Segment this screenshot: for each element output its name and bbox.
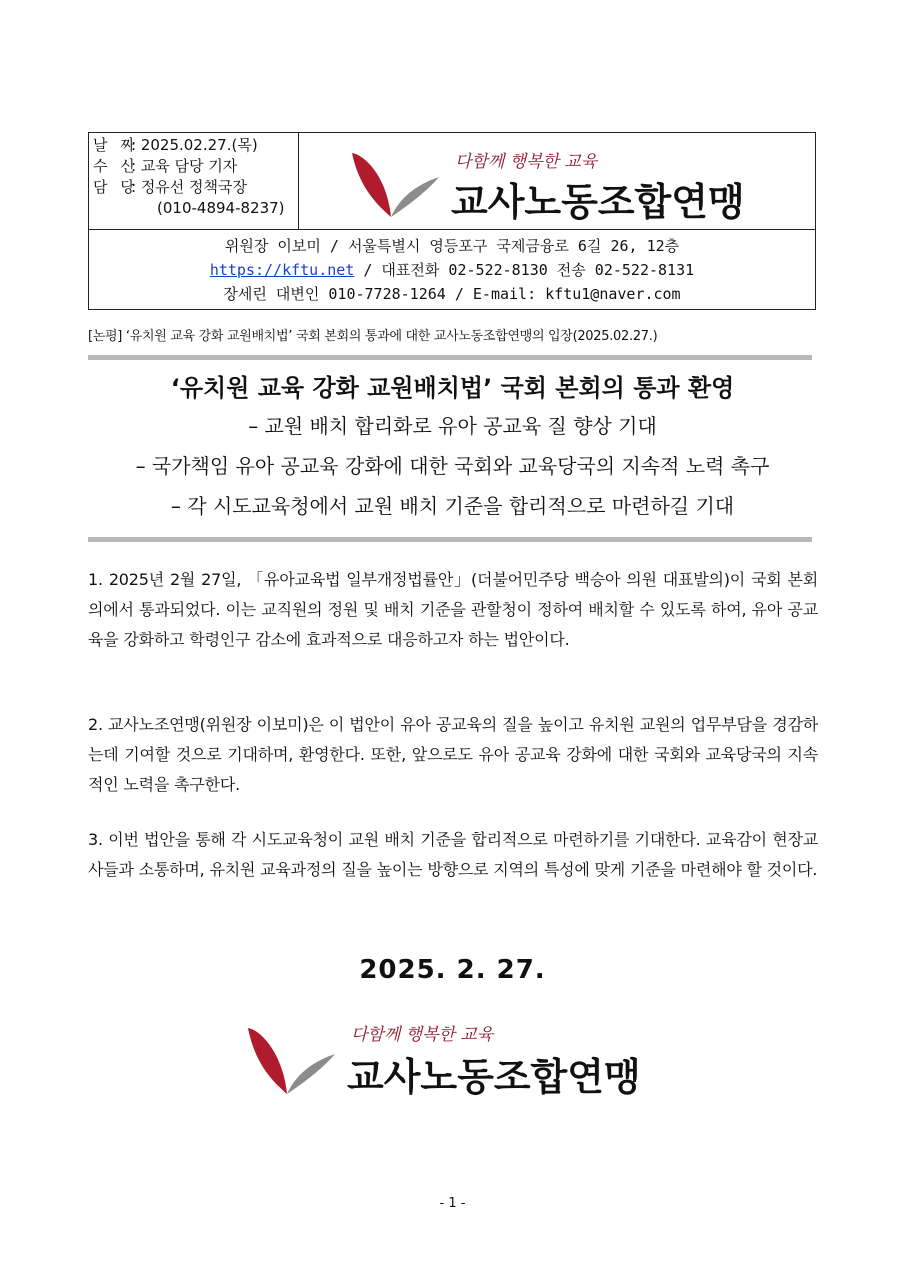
contact-line-phone	[89, 258, 815, 282]
paragraph-1: 1. 2025년 2월 27일, 「유아교육법 일부개정법률안」(더불어민주당 백승아 의원 대표발의)이 국회 본회의에서 통과되었다. 이는 교직원의 정원 및 배치 기준을 관할청이 정하여 배치할 수 있도록 하여, 유아 공교육을 강화하고 학령인구 감소에 효과적으로 대응하고자 하는 법안이다.	[88, 570, 818, 649]
statement-caption: [논평] ‘유치원 교육 강화 교원배치법’ 국회 본회의 통과에 대한 교사노동조합연맹의 입장(2025.02.27.)	[88, 329, 658, 344]
footer-logo-org-name: 교사노동조합연맹	[347, 1055, 641, 1099]
meta-recipient-key: 수 신	[93, 157, 139, 175]
contact-phone-fax: / 대표전화 02-522-8130 전송 02-522-8131	[354, 261, 695, 279]
brushstroke-logo-icon	[347, 147, 442, 222]
paragraph-2: 2. 교사노조연맹(위원장 이보미)은 이 법안이 유아 공교육의 질을 높이고 유치원 교원의 업무부담을 경감하는데 기여할 것으로 기대하며, 환영한다. 또한, 앞으로도 유아 공교육 강화에 대한 국회와 교육당국의 지속적인 노력을 촉구한다.	[88, 715, 818, 794]
page-title: ‘유치원 교육 강화 교원배치법’ 국회 본회의 통과 환영	[170, 374, 735, 402]
meta-date-value: : 2025.02.27.(목)	[131, 136, 258, 154]
meta-recipient-value: : 교육 담당 기자	[131, 157, 238, 175]
meta-recipient	[93, 156, 298, 177]
footer-logo-slogan: 다함께 행복한 교육	[351, 1025, 494, 1045]
release-date: 2025. 2. 27.	[359, 955, 546, 985]
contact-line-address: 위원장 이보미 / 서울특별시 영등포구 국제금융로 6길 26, 12층	[224, 237, 680, 255]
meta-contact-person	[93, 177, 298, 198]
meta-contact-value: : 정유선 정책국장	[131, 178, 248, 196]
logo-org-name: 교사노동조합연맹	[451, 180, 745, 224]
divider-bottom	[88, 537, 812, 542]
press-release-header	[88, 132, 816, 310]
contact-info	[89, 230, 815, 309]
union-logo	[347, 147, 787, 222]
divider-top	[88, 355, 812, 360]
subtitle-2: – 국가책임 유아 공교육 강화에 대한 국회와 교육당국의 지속적 노력 촉구	[135, 454, 770, 478]
paragraph-3: 3. 이번 법안을 통해 각 시도교육청이 교원 배치 기준을 합리적으로 마련하기를 기대한다. 교육감이 현장교사들과 소통하며, 유치원 교육과정의 질을 높이는 방향으로 지역의 특성에 맞게 기준을 마련해야 할 것이다.	[88, 830, 818, 879]
website-link[interactable]: https://kftu.net	[209, 261, 355, 279]
logo-slogan: 다함께 행복한 교육	[455, 152, 598, 172]
contact-line-spokesperson: 장세린 대변인 010-7728-1264 / E-mail: kftu1@naver.com	[223, 285, 681, 303]
footer-brushstroke-logo-icon	[243, 1020, 338, 1100]
meta-date-key: 날 짜	[93, 136, 139, 154]
meta-contact-key: 담 당	[93, 178, 139, 196]
footer-union-logo	[243, 1020, 683, 1100]
release-meta	[89, 133, 299, 230]
meta-date	[93, 135, 298, 156]
subtitle-3: – 각 시도교육청에서 교원 배치 기준을 합리적으로 마련하길 기대	[170, 494, 735, 518]
subtitle-1: – 교원 배치 합리화로 유아 공교육 질 향상 기대	[248, 414, 657, 438]
meta-phone: (010-4894-8237)	[157, 199, 285, 217]
page-number: - 1 -	[439, 1196, 466, 1211]
header-logo-cell	[299, 133, 815, 230]
